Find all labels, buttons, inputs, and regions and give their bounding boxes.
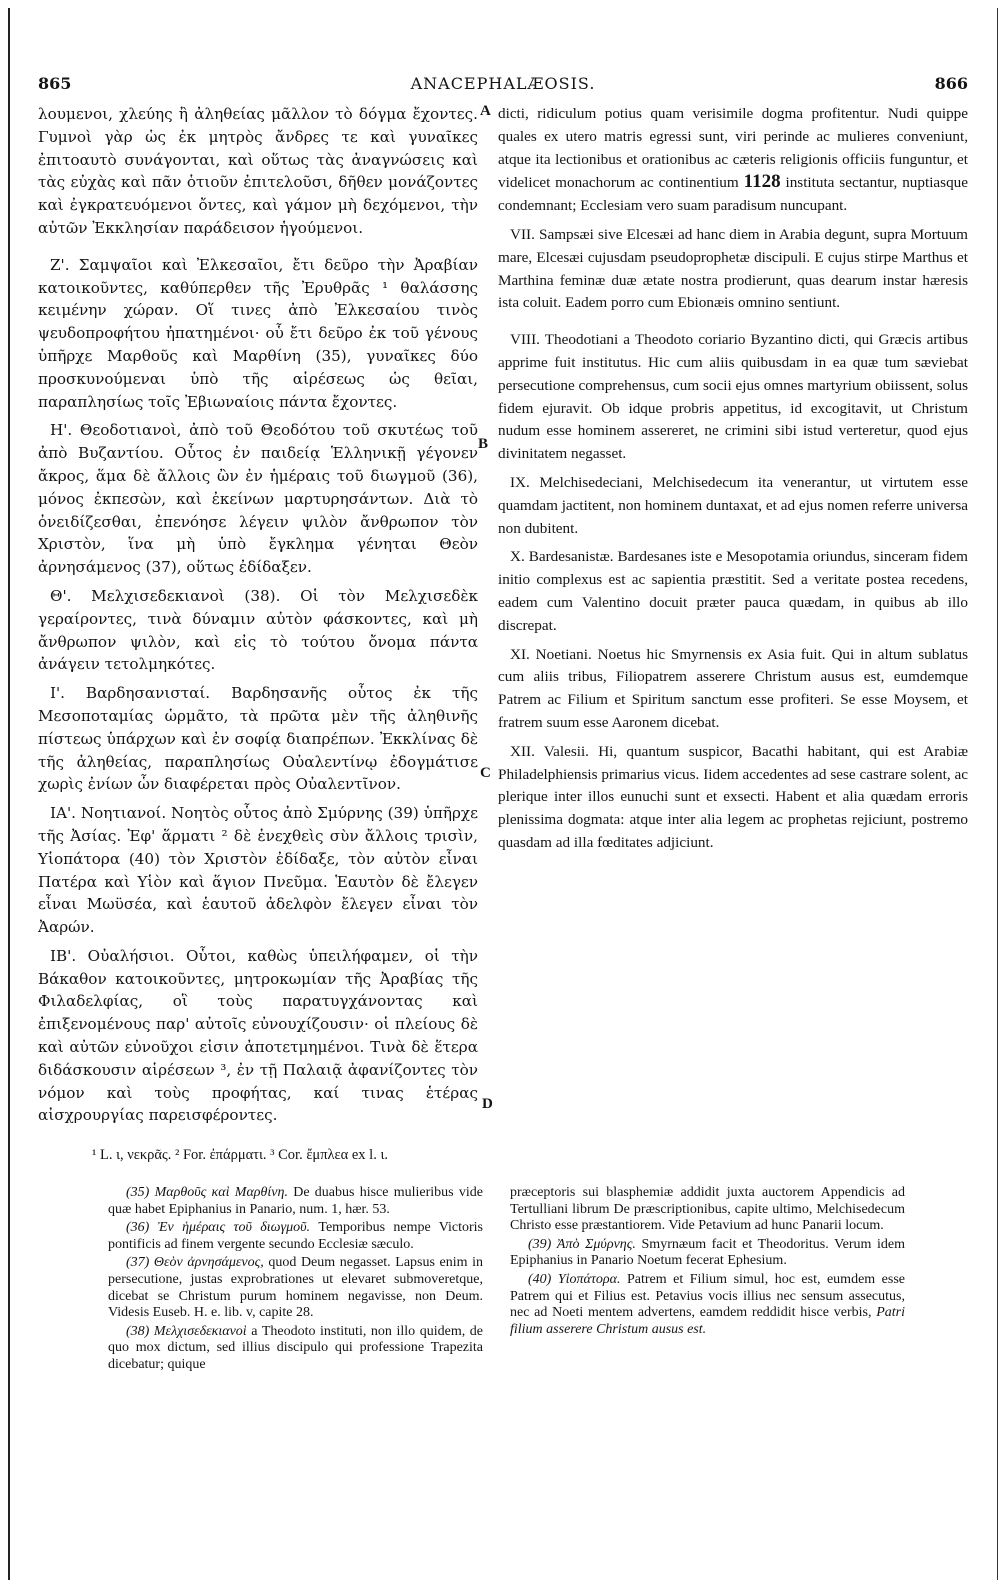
note-38-lemma: (38) Μελχισεδεκιανοὶ (126, 1323, 247, 1339)
latin-paragraph-11-noetiani: XI. Noetiani. Noetus hic Smyrnensis ex Asia fuit. Qui in altum sublatus cum aliis tribus, Filiopatrem asserere Christum ausus est, eumdemque Patrem ac Filium et Spiritum sanctum esse profiteri. Se esse Moysem, et fratrem suum esse Aaronem dicebat. (498, 645, 968, 731)
column-number: 1128 (743, 171, 781, 193)
note-37-text: quod Deum negasset. Lapsus enim in persecutione, justas exprobrationes ut elevaret submoveretque, dicebat se Christum purum hominem negavisse, non Deum. Videsis Euseb. H. e. lib. v, capite 28. (108, 1255, 483, 1321)
margin-letter-d: D (482, 1096, 493, 1112)
footnotes-line: ¹ L. ι, νεκρᾶς. ² For. ἐπάρματι. ³ Cor. ἔμπλεα ex l. ι. (92, 1147, 388, 1163)
greek-paragraph-7-sampsaei: Ζ'. Σαμψαῖοι καὶ Ἐλκεσαῖοι, ἔτι δεῦρο τὴν Ἀραβίαν κατοικοῦντες, καθύπερθεν τῆς Ἐρυθρᾶς ¹ θαλάσσης κειμένην χώραν. Οἵ τινες ἀπὸ Ἐλκεσαίου τινὸς ψευδοπροφήτου ἠπατημένοι· οὗ ἔτι δεῦρο ἐκ τοῦ γένους ὑπῆρχε Μαρθοῦς καὶ Μαρθίνη (35), γυναῖκες δύο προσκυνούμεναι ὑπὸ τῆς αἱρέσεως ὡς θεῖαι, παραπλησίως τοῖς Ἐβιωναίοις πάντα ἔχοντες. (38, 255, 478, 411)
running-header (38, 74, 968, 98)
note-37-lemma: (37) Θεὸν ἀρνησάμενος, (126, 1255, 264, 1271)
notes-left-column (108, 1185, 483, 1376)
running-title: ANACEPHALÆOSIS. (410, 74, 596, 93)
note-38-continued: præceptoris sui blasphemiæ addidit juxta auctorem Appendicis ad Tertulliani librum De præscriptionibus, capite ultimo, Melchisedecum Christo esse præstantiorem. Vide Petavium ad hunc Panarii locum. (510, 1185, 905, 1234)
latin-paragraph-10-bardesanistae: X. Bardesanistæ. Bardesanes iste e Mesopotamia oriundus, sinceram fidem initio complexus est ac sapientia præstitit. Sed a veritate postea recedens, eadem cum Valentino docuit præter pauca quædam, in quibus ab illo discrepat. (498, 548, 968, 634)
margin-letter-a: A (480, 103, 491, 119)
greek-paragraph-11-noetiani: ΙΑ'. Νοητιανοί. Νοητὸς οὗτος ἀπὸ Σμύρνης (39) ὑπῆρχε τῆς Ἀσίας. Ἐφ' ἅρματι ² δὲ ἐνεχθεὶς σὺν ἄλλοις τρισὶν, Υἱοπάτορα (40) τὸν Χριστὸν ἐδίδαξε, τὸν αὐτὸν εἶναι Πατέρα καὶ Υἱὸν καὶ ἅγιον Πνεῦμα. Ἑαυτὸν δὲ ἔλεγεν εἶναι Μωϋσέα, καὶ ἑαυτοῦ ἀδελφὸν ἔλεγεν εἶναι τὸν Ἀαρών. (38, 804, 478, 937)
note-40-text: Patrem et Filium simul, hoc est, eumdem esse Patrem qui et Filius est. Petavius vocis illius nec sensum assecutus, nec ad Noeti mentem advertens, eamdem reddidit hisce verbis, (510, 1271, 905, 1321)
note-40 (510, 1272, 905, 1338)
margin-letter-b: B (478, 436, 489, 452)
greek-paragraph-1: λουμενοι, χλεύης ἢ ἀληθείας μᾶλλον τὸ δόγμα ἔχοντες. Γυμνοὶ γὰρ ὡς ἐκ μητρὸς ἄνδρες τε καὶ γυναῖκες ἐπιτοαυτὸ συνάγονται, καὶ οὕτως τὰς ἀναγνώσεις καὶ τὰς εὐχὰς καὶ πᾶν ὁτιοῦν ἐπιτελοῦσι, δῆθεν μονάζοντες καὶ ἐγκρατευόμενοι ὄντες, καὶ γάμον μὴ δεχόμενοι, τὴν αὐτῶν Ἐκκλησίαν παράδεισον ἡγούμενοι. (38, 105, 478, 237)
latin-paragraph-9-melchisedeciani: IX. Melchisedeciani, Melchisedecum ita venerantur, ut virtutem esse quamdam jactitent, non hominem duntaxat, et ad ejus nomen referre universa non dubitent. (498, 473, 968, 537)
note-36-text: Temporibus nempe Victoris pontificis ad finem vergente secundo Ecclesiæ sæculo. (108, 1220, 484, 1252)
greek-paragraph-9-melchisedeciani: Θ'. Μελχισεδεκιανοὶ (38). Οἱ τὸν Μελχισεδὲκ γεραίροντες, τινὰ δύναμιν αὐτὸν φάσκοντες, καὶ μὴ ἄνθρωπον ψιλὸν, καὶ εἰς τὸ τούτου ὄνομα πάντα ἀνάγειν τετολμηκότες. (38, 586, 478, 674)
greek-paragraph-12-valesii: ΙΒ'. Οὐαλήσιοι. Οὗτοι, καθὼς ὑπειλήφαμεν, οἱ τὴν Βάκαθον κατοικοῦντες, μητροκωμίαν τῆς Ἀραβίας τῆς Φιλαδελφίας, οἳ τοὺς παρατυγχάνοντας καὶ ἐπιξενομένους παρ' αὐτοῖς εὐνουχίζουσιν· οἱ πλείους δὲ καὶ αὐτῶν εὐνοῦχοι εἰσιν ἀποτετμημένοι. Τινὰ δὲ ἕτερα διδάσκουσιν αἱρέσεων ³, ἐν τῇ Παλαιᾷ ἀφανίζοντες τὸν νόμον καὶ τοὺς προφήτας, καί τινας ἑτέρας αἰσχρουργίας παρεισφέροντες. (38, 946, 478, 1125)
latin-paragraph-8-theodotiani: VIII. Theodotiani a Theodoto coriario Byzantino dicti, qui Græcis artibus apprime fuit institutus. Hic cum aliis quibusdam in ea quæ tum sæviebat persecutione comprehensus, cum socii ejus omnes martyrium obiissent, solus fidem ejuravit. Ob idque probris appetitus, id excogitavit, ut Christum nudum esse hominem assereret, ne crimini sibi istud verteretur, quod ejus divinitatem negasset. (498, 331, 968, 463)
note-40-lemma: (40) Υἱοπάτορα. (528, 1271, 621, 1287)
note-40-italic-quote: Patri filium asserere Christum ausus est. (510, 1305, 906, 1337)
note-39-lemma: (39) Ἀπὸ Σμύρνης. (528, 1236, 636, 1252)
latin-column (498, 103, 968, 861)
latin-paragraph-1 (498, 103, 968, 218)
latin-paragraph-12-valesii: XII. Valesii. Hi, quantum suspicor, Bacathi habitant, qui est Arabiæ Philadelphiensis primarius vicus. Iidem accedentes ad sese castrare solent, ac plerique inter illos eunuchi sunt et exsecti. Habent et alia quædam erroris plenissima dogmata: atque inter alia legem ac prophetas rejiciunt, postremo quasdam ad illa fœditates adjiciunt. (498, 742, 968, 851)
note-38-text: a Theodoto instituti, non illo quidem, de quo mox dictum, sed illius discipulo qui professione Trapezita dicebatur; quique (108, 1323, 484, 1372)
notes-right-column (510, 1185, 905, 1340)
note-35-text: De duabus hisce mulieribus vide quæ habet Epiphanius in Panario, num. 1, hær. 53. (108, 1185, 483, 1217)
page-number-right: 866 (934, 74, 968, 93)
note-39 (510, 1237, 905, 1270)
page-number-left: 865 (38, 74, 72, 93)
note-39-text: Smyrnæum facit et Theodoritus. Verum idem Epiphanius in Panario Noetum fecerat Ephesium. (510, 1236, 905, 1269)
greek-paragraph-10-bardesanistae: Ι'. Βαρδησανισταί. Βαρδησανῆς οὗτος ἐκ τῆς Μεσοποταμίας ὡρμᾶτο, τὰ πρῶτα μὲν τῆς ἀληθινῆς πίστεως ὑπάρχων καὶ ἐν σοφίᾳ διαπρέπων. Ἐκκλίνας δὲ τῆς ἀληθείας, παραπλησίως Οὐαλεντίνῳ ἐδογμάτισε χωρὶς ἐνίων ὧν διαφέρεται πρὸς Οὐαλεντῖνον. (38, 684, 478, 794)
greek-paragraph-8-theodotiani: Η'. Θεοδοτιανοὶ, ἀπὸ τοῦ Θεοδότου τοῦ σκυτέως τοῦ ἀπὸ Βυζαντίου. Οὗτος ἐν παιδείᾳ Ἑλληνικῇ γέγονεν ἄκρος, ἅμα δὲ ἄλλοις ὢν ἐν ἡμέραις τοῦ διωγμοῦ (36), μόνος ἐκπεσὼν, καὶ ἐκείνων μαρτυρησάντων. Διὰ τὸ ὀνειδίζεσθαι, ἐπενόησε λέγειν ψιλὸν ἄνθρωπον τὸν Χριστὸν, ἵνα μὴ ὑπὸ ἔγκλημα γένηται Θεὸν ἀρνησάμενος (37), οὕτως ἐδίδαξεν. (38, 421, 478, 577)
latin-paragraph-7-sampsaei: VII. Sampsæi sive Elcesæi ad hanc diem in Arabia degunt, supra Mortuum mare, Elcesæi cujusdam pseudoprophetæ discipuli. E cujus stirpe Marthus et Marthina feminæ duæ ætate nostra prodierunt, quas dearum instar hæresis ista coluit. Eadem porro cum Ebionæis omnino sentiunt. (498, 225, 968, 312)
latin-paragraph-1-text-cont: instituta sectantur, nuptiasque condemnant; Ecclesiam vero suam paradisum nuncupant. (498, 174, 968, 215)
greek-column (38, 103, 478, 1133)
margin-letter-c: C (480, 765, 491, 781)
note-36-lemma: (36) Ἐν ἡμέραις τοῦ διωγμοῦ. (126, 1220, 311, 1236)
note-35 (108, 1185, 483, 1218)
note-35-lemma: (35) Μαρθοῦς καὶ Μαρθίνη. (126, 1185, 288, 1200)
latin-paragraph-1-text: dicti, ridiculum potius quam verisimile dogma profitentur. Nudi quippe quales ex utero matris egressi sunt, viri perinde ac mulieres conveniunt, atque ita lectionibus et orationibus ac cæteris religionis officiis funguntur, et videlicet monachorum ac continentium (498, 105, 968, 192)
note-38 (108, 1324, 483, 1374)
note-37 (108, 1255, 483, 1321)
note-36 (108, 1220, 483, 1253)
